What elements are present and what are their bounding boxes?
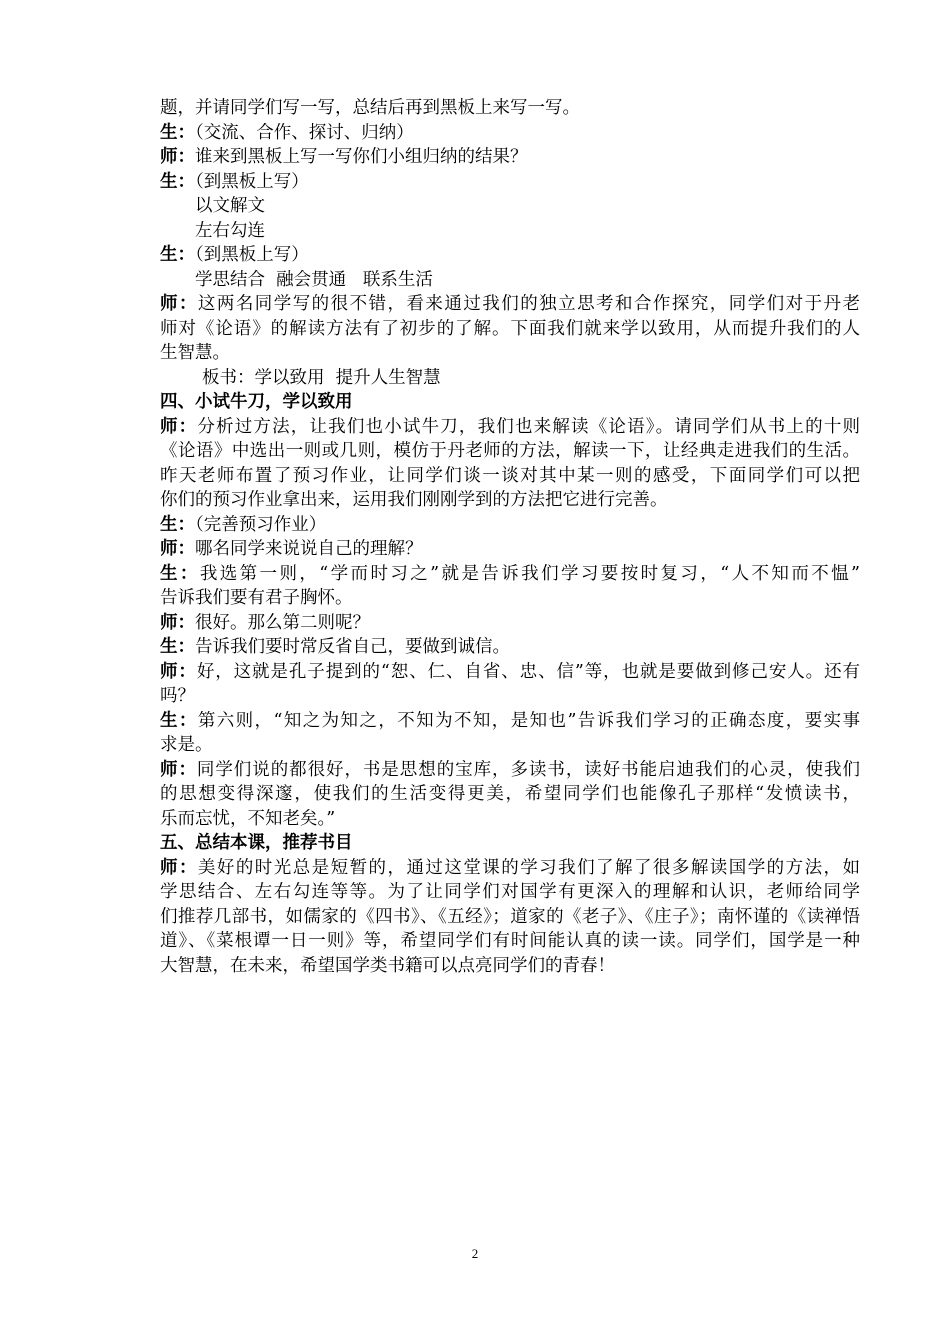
speaker-label: 生： [160,637,195,657]
line-text: 板书：学以致用 提升人生智慧 [202,367,441,388]
text-line [160,684,860,709]
line-text: 生智慧。 [160,343,230,363]
line-text: 第六则，“知之为知之，不知为不知，是知也”告诉我们学习的正确态度，要实事 [197,710,861,731]
section-heading [160,390,860,415]
text-line [160,464,860,489]
text-line [160,170,860,195]
text-line [160,219,860,244]
speaker-label: 师： [160,612,195,633]
text-line [160,513,860,538]
speaker-label: 生： [160,122,195,143]
line-text: 同学们说的都很好，书是思想的宝库，多读书，读好书能启迪我们的心灵，使我们 [196,759,861,780]
line-text: 美好的时光总是短暂的，通过这堂课的学习我们了解了很多解读国学的方法，如 [197,857,861,878]
line-text: 哪名同学来说说自己的理解？ [195,539,423,559]
text-line [160,807,860,832]
line-text: 求是。 [160,735,213,755]
speaker-label: 生： [160,245,195,265]
section-heading [160,831,860,856]
line-text: 分析过方法，让我们也小试牛刀，我们也来解读《论语》。请同学们从书上的十则 [197,416,861,437]
line-text: 谁来到黑板上写一写你们小组归纳的结果？ [195,147,528,167]
line-text: 好，这就是孔子提到的“恕、仁、自省、忠、信”等，也就是要做到修己安人。还有 [196,661,861,682]
text-line [160,268,860,293]
line-text: 道》、《菜根谭一日一则》等，希望同学们有时间能认真的读一读。同学们，国学是一种 [160,931,860,951]
speaker-label: 师： [160,857,198,878]
text-line [160,194,860,219]
text-line [160,880,860,905]
text-line [160,488,860,513]
text-line [160,317,860,342]
text-line [160,660,860,685]
text-line [160,562,860,587]
text-line [160,243,860,268]
speaker-label: 师： [160,294,198,314]
text-line [160,782,860,807]
text-line [160,415,860,440]
line-text: 大智慧，在未来，希望国学类书籍可以点亮同学们的青春！ [160,955,615,976]
speaker-label: 生： [160,514,195,535]
text-line [160,733,860,758]
text-line [160,586,860,611]
line-text: 告诉我们要时常反省自己，要做到诚信。 [195,637,510,657]
line-text: 们推荐几部书，如儒家的《四书》、《五经》；道家的《老子》、《庄子》；南怀谨的《读禅悟 [160,906,860,927]
speaker-label: 师： [160,416,198,437]
text-line [160,292,860,317]
line-text: （完善预习作业） [195,514,327,535]
text-line [160,611,860,636]
line-text: 昨天老师布置了预习作业，让同学们谈一谈对其中某一则的感受，下面同学们可以把 [160,465,860,486]
line-text: 吗？ [160,686,195,706]
speaker-label: 师： [160,759,197,780]
text-line [160,954,860,979]
page-number: 2 [471,1246,479,1261]
speaker-label: 师： [160,147,195,167]
text-line [160,709,860,734]
line-text: （交流、合作、探讨、归纳） [195,122,414,143]
text-line [160,758,860,783]
text-line [160,635,860,660]
speaker-label: 生： [160,710,198,731]
line-text: 这两名同学写的很不错，看来通过我们的独立思考和合作探究，同学们对于丹老 [197,294,861,314]
line-text: （到黑板上写） [195,245,309,265]
speaker-label: 师： [160,539,195,559]
line-text: （到黑板上写） [195,171,309,192]
line-text: 《论语》中选出一则或几则，模仿于丹老师的方法，解读一下，让经典走进我们的生活。 [160,441,860,461]
line-text: 以文解文 [195,196,265,216]
line-text: 五、总结本课，推荐书目 [160,833,353,853]
line-text: 的思想变得深邃，使我们的生活变得更美，希望同学们也能像孔子那样“发愤读书， [160,784,860,804]
line-text: 学思结合 融会贯通 联系生活 [195,269,433,290]
text-line [160,537,860,562]
line-text: 学思结合、左右勾连等等。为了让同学们对国学有更深入的理解和认识，老师给同学 [160,882,860,902]
line-text: 很好。那么第二则呢？ [195,612,370,633]
text-line [160,929,860,954]
text-line [160,905,860,930]
line-text: 告诉我们要有君子胸怀。 [160,588,353,608]
text-line [160,856,860,881]
text-line [160,96,860,121]
line-text: 师对《论语》的解读方法有了初步的了解。下面我们就来学以致用，从而提升我们的人 [160,318,860,339]
text-line [160,341,860,366]
speaker-label: 师： [160,661,197,682]
line-text: 四、小试牛刀，学以致用 [160,392,353,412]
line-text: 我选第一则，“学而时习之”就是告诉我们学习要按时复习，“人不知而不愠” [199,563,860,584]
line-text: 乐而忘忧，不知老矣。” [160,808,336,829]
text-line [160,366,860,391]
speaker-label: 生： [160,563,200,584]
line-text: 题，并请同学们写一写，总结后再到黑板上来写一写。 [160,98,580,118]
line-text: 左右勾连 [195,220,265,241]
text-line [160,121,860,146]
speaker-label: 生： [160,171,195,192]
text-line [160,145,860,170]
text-line [160,439,860,464]
line-text: 你们的预习作业拿出来，运用我们刚刚学到的方法把它进行完善。 [160,490,668,510]
document-body [160,96,860,978]
